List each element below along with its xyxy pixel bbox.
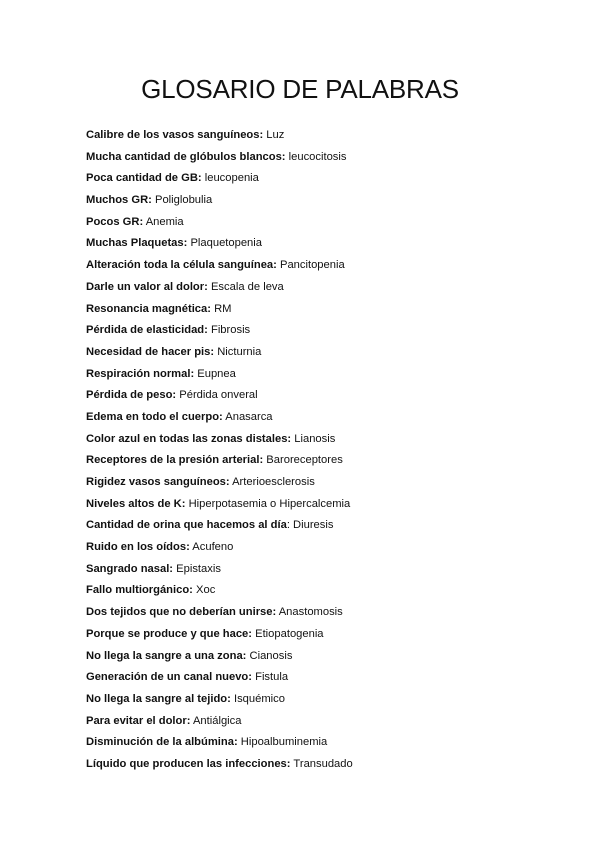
glossary-entry [86, 515, 353, 537]
glossary-definition: Escala de leva [207, 280, 284, 293]
glossary-entry [86, 277, 353, 299]
glossary-definition: Arterioesclerosis [229, 476, 315, 488]
glossary-term: Sangrado nasal: [86, 562, 174, 575]
glossary-definition: Isquémico [230, 692, 285, 705]
glossary-entry [86, 689, 353, 711]
glossary-entry [86, 580, 353, 602]
glossary-term: Niveles altos de K: [86, 497, 186, 510]
page-title: GLOSARIO DE PALABRAS [141, 74, 459, 104]
glossary-term: No llega la sangre al tejido: [86, 692, 231, 705]
glossary-definition: leucopenia [201, 172, 259, 185]
glossary-term: Para evitar el dolor: [86, 714, 191, 727]
glossary-definition: Baroreceptores [263, 454, 343, 467]
glossary-term: Darle un valor al dolor: [86, 280, 208, 293]
glossary-definition: Hiperpotasemia o Hipercalcemia [185, 497, 351, 510]
glossary-entry [86, 450, 353, 472]
glossary-term: Pocos GR: [86, 215, 144, 228]
glossary-term: Disminución de la albúmina: [86, 736, 238, 749]
glossary-entry [86, 472, 353, 494]
glossary-definition: Anemia [143, 215, 184, 228]
glossary-definition: Etiopatogenia [252, 627, 324, 640]
glossary-entry [86, 190, 353, 212]
glossary-entry [86, 233, 353, 255]
glossary-definition: Eupnea [194, 367, 236, 380]
glossary-term: Color azul en todas las zonas distales: [86, 432, 292, 445]
glossary-entry [86, 147, 353, 169]
glossary-definition: leucocitosis [285, 150, 347, 163]
glossary-entry [86, 754, 353, 776]
glossary-definition: Anastomosis [276, 606, 343, 619]
glossary-definition: Hipoalbuminemia [237, 736, 328, 749]
glossary-entry [86, 255, 353, 277]
glossary-definition: Pancitopenia [276, 259, 345, 272]
glossary-definition: Antiálgica [190, 714, 242, 727]
glossary-term: Líquido que producen las infecciones: [86, 757, 291, 770]
glossary-definition: Fistula [252, 671, 289, 684]
glossary-term: Receptores de la presión arterial: [86, 454, 264, 467]
glossary-term: No llega la sangre a una zona: [86, 649, 247, 662]
glossary-entry [86, 342, 353, 364]
glossary-term: Pérdida de peso: [86, 389, 177, 402]
glossary-entry [86, 407, 353, 429]
glossary-definition: Acufeno [189, 541, 234, 554]
glossary-entry [86, 537, 353, 559]
glossary-term: Respiración normal: [86, 367, 195, 380]
glossary-definition: Plaquetopenia [187, 237, 262, 250]
glossary-term: Cantidad de orina que hacemos al día [86, 519, 287, 532]
glossary-entry [86, 364, 353, 386]
glossary-definition: : Diuresis [286, 519, 334, 532]
glossary-entry [86, 559, 353, 581]
glossary-definition: Pérdida onveral [176, 389, 258, 402]
glossary-definition: Xoc [192, 584, 216, 597]
glossary-entry [86, 602, 353, 624]
glossary-term: Calibre de los vasos sanguíneos: [86, 129, 264, 141]
glossary-term: Muchas Plaquetas: [86, 237, 188, 250]
glossary-entry [86, 385, 353, 407]
glossary-term: Ruido en los oídos: [86, 541, 190, 554]
glossary-term: Porque se produce y que hace: [86, 627, 252, 640]
glossary-term: Rigidez vasos sanguíneos: [86, 476, 230, 488]
glossary-term: Poca cantidad de GB: [86, 172, 202, 185]
glossary-term: Generación de un canal nuevo: [86, 671, 252, 684]
glossary-entry [86, 711, 353, 733]
glossary-term: Necesidad de hacer pis: [86, 345, 215, 358]
glossary-definition: Fibrosis [207, 324, 251, 337]
glossary-term: Alteración toda la célula sanguínea: [86, 259, 277, 272]
glossary-entry [86, 646, 353, 668]
glossary-definition: RM [210, 302, 232, 315]
glossary-term: Muchos GR: [86, 194, 152, 207]
glossary-entry [86, 429, 353, 451]
glossary-entry [86, 125, 353, 147]
glossary-definition: Poliglobulia [151, 194, 213, 207]
glossary-entry [86, 212, 353, 234]
glossary-definition: Anasarca [222, 410, 273, 423]
glossary-entry [86, 168, 353, 190]
glossary-definition: Lianosis [291, 432, 336, 445]
glossary-definition: Nicturnia [214, 345, 262, 358]
glossary-term: Dos tejidos que no deberían unirse: [86, 606, 277, 619]
glossary-term: Edema en todo el cuerpo: [86, 410, 223, 423]
glossary-term: Resonancia magnética: [86, 302, 211, 315]
glossary-term: Fallo multiorgánico: [86, 584, 193, 597]
glossary-definition: Transudado [290, 757, 353, 770]
glossary-term: Pérdida de elasticidad: [86, 324, 208, 337]
glossary-list [86, 125, 353, 776]
glossary-entry [86, 667, 353, 689]
glossary-entry [86, 320, 353, 342]
glossary-entry [86, 494, 353, 516]
glossary-definition: Luz [263, 129, 285, 141]
glossary-definition: Epistaxis [173, 562, 221, 575]
glossary-entry [86, 624, 353, 646]
glossary-entry [86, 299, 353, 321]
glossary-definition: Cianosis [246, 649, 293, 662]
glossary-term: Mucha cantidad de glóbulos blancos: [86, 150, 286, 163]
glossary-entry [86, 732, 353, 754]
